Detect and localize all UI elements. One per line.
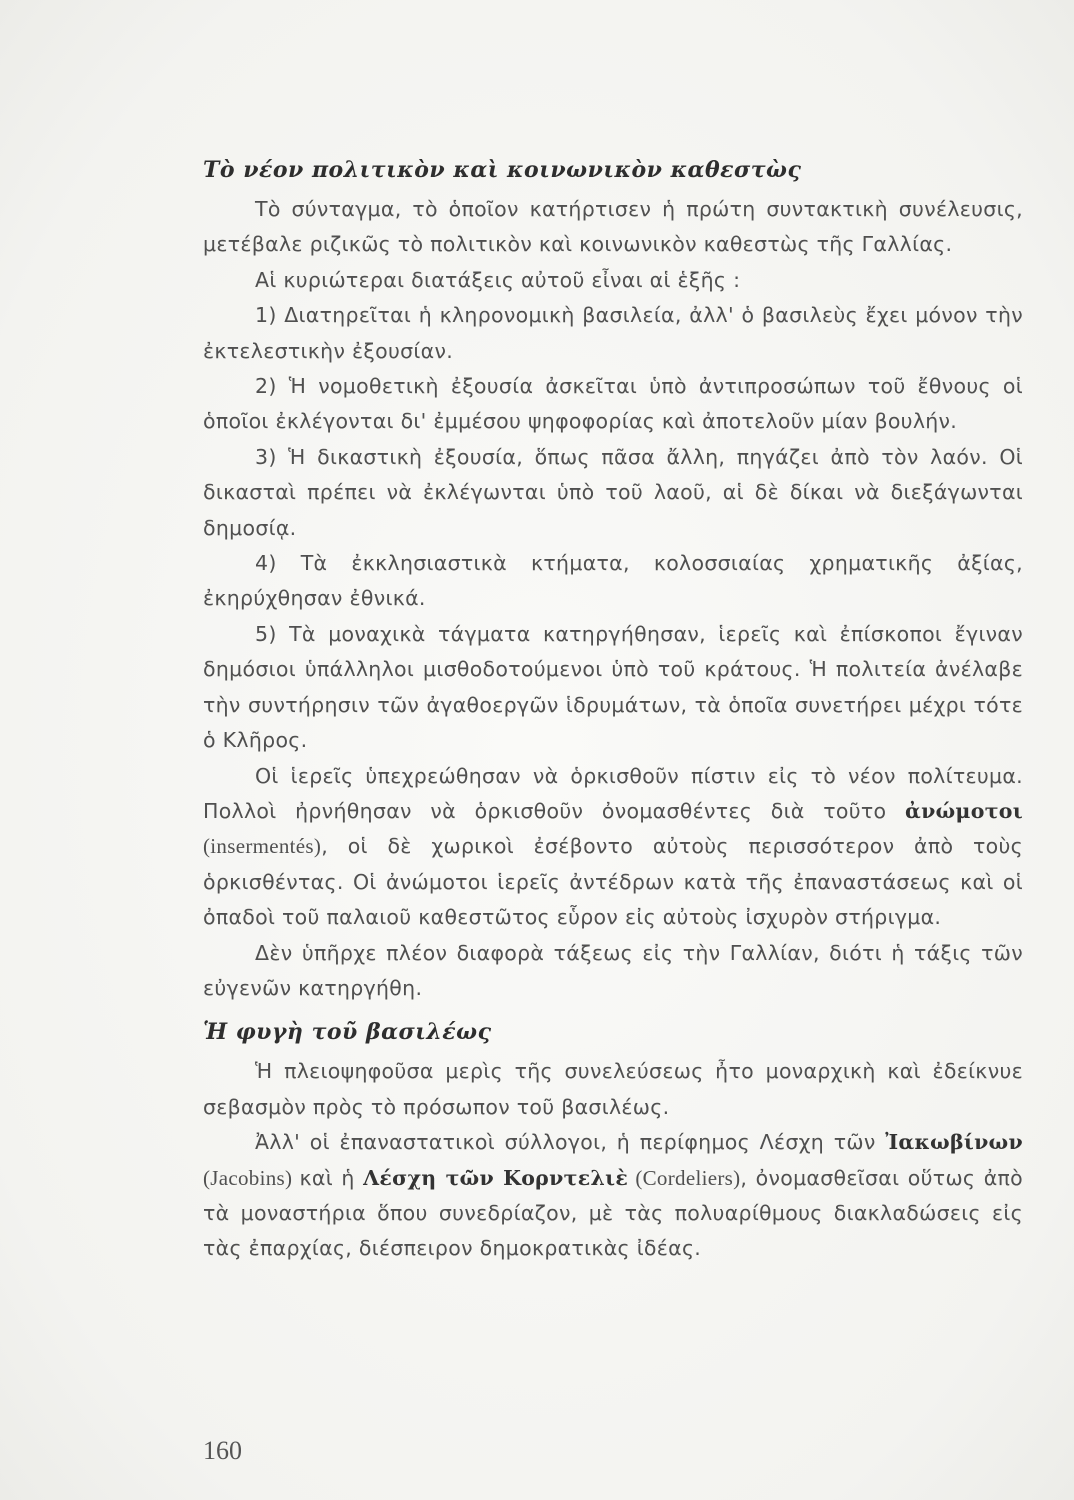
term-insermentes: (insermentés) bbox=[203, 834, 322, 859]
page-body bbox=[203, 148, 1023, 1267]
term-cordeliers-greek: Λέσχη τῶν Κορντελιὲ bbox=[363, 1165, 629, 1190]
paragraph-assembly-majority: Ἡ πλειοψηφοῦσα μερὶς τῆς συνελεύσεως ἦτο μοναρχικὴ καὶ ἐδείκνυε σεβασμὸν πρὸς τὸ πρόσωπον τοῦ βασιλέως. bbox=[203, 1059, 1023, 1119]
paragraph-constitution: Τὸ σύνταγμα, τὸ ὁποῖον κατήρτισεν ἡ πρώτη συντακτικὴ συνέλευσις, μετέβαλε ριζικῶς τὸ πολιτικὸν καὶ κοινωνικὸν καθεστὼς τῆς Γαλλίας. bbox=[203, 197, 1023, 257]
section-heading-new-regime: Τὸ νέον πολιτικὸν καὶ κοινωνικὸν καθεστὼς bbox=[203, 157, 802, 183]
paragraph-provision-5: 5) Τὰ μοναχικὰ τάγματα κατηργήθησαν, ἱερεῖς καὶ ἐπίσκοποι ἔγιναν δημόσιοι ὑπάλληλοι μισθοδοτούμενοι ὑπὸ τοῦ κράτους. Ἡ πολιτεία ἀνέλαβε τὴν συντήρησιν τῶν ἀγαθοεργῶν ἱδρυμάτων, τὰ ὁποῖα συνετήρει μέχρι τότε ὁ Κλῆρος. bbox=[203, 621, 1023, 753]
paragraph-clergy-oath bbox=[203, 759, 1023, 936]
term-jacobins: (Jacobins) bbox=[203, 1165, 300, 1190]
page-number: 160 bbox=[203, 1436, 242, 1465]
clergy-oath-text-b: , οἱ δὲ χωρικοὶ ἐσέβοντο αὐτοὺς περισσότερον ἀπὸ τοὺς ὁρκισθέντας. Οἱ ἀνώμοτοι ἱερεῖς ἀντέδρων κατὰ τῆς ἐπαναστάσεως καὶ οἱ ὀπαδοὶ τοῦ παλαιοῦ καθεστῶτος εὗρον εἰς αὐτοὺς ἰσχυρὸν στήριγμα. bbox=[203, 834, 1023, 930]
paragraph-provision-1: 1) Διατηρεῖται ἡ κληρονομικὴ βασιλεία, ἀλλ' ὁ βασιλεὺς ἔχει μόνον τὴν ἐκτελεστικὴν ἐξουσίαν. bbox=[203, 303, 1023, 363]
paragraph-provision-2: 2) Ἡ νομοθετικὴ ἐξουσία ἀσκεῖται ὑπὸ ἀντιπροσώπων τοῦ ἔθνους οἱ ὁποῖοι ἐκλέγονται δι' ἐμμέσου ψηφοφορίας καὶ ἀποτελοῦν μίαν βουλήν. bbox=[203, 374, 1023, 434]
clubs-text-c: , ὀνομασθεῖσαι οὕτως ἀπὸ τὰ μοναστήρια ὅπου συνεδρίαζον, μὲ τὰς πολυαρίθμους διακλαδώσεις εἰς τὰς ἐπαρχίας, διέσπειρον δημοκρατικὰς ἰδέας. bbox=[203, 1165, 1023, 1261]
clubs-text-b: καὶ ἡ bbox=[299, 1165, 364, 1190]
term-iakovinon: Ἰακωβίνων bbox=[885, 1130, 1023, 1155]
paragraph-class-abolition: Δὲν ὑπῆρχε πλέον διαφορὰ τάξεως εἰς τὴν Γαλλίαν, διότι ἡ τάξις τῶν εὐγενῶν κατηργήθη. bbox=[203, 940, 1023, 1000]
paragraph-provision-4: 4) Τὰ ἐκκλησιαστικὰ κτήματα, κολοσσιαίας χρηματικῆς ἀξίας, ἐκηρύχθησαν ἐθνικά. bbox=[203, 551, 1023, 611]
clubs-text-a: Ἀλλ' οἱ ἐπαναστατικοὶ σύλλογοι, ἡ περίφημος Λέσχη τῶν bbox=[255, 1130, 886, 1155]
clergy-oath-text-a: Οἱ ἱερεῖς ὑπεχρεώθησαν νὰ ὁρκισθοῦν πίστιν εἰς τὸ νέον πολίτευμα. Πολλοὶ ἠρνήθησαν νὰ ὁρκισθοῦν ὀνομασθέντες διὰ τοῦτο bbox=[203, 763, 1023, 823]
paragraph-provisions-intro: Αἱ κυριώτεραι διατάξεις αὐτοῦ εἶναι αἱ ἑξῆς : bbox=[255, 267, 741, 292]
term-anomotoi: ἀνώμοτοι bbox=[905, 798, 1023, 823]
term-cordeliers: (Cordeliers) bbox=[628, 1165, 741, 1190]
paragraph-provision-3: 3) Ἡ δικαστικὴ ἐξουσία, ὅπως πᾶσα ἄλλη, πηγάζει ἀπὸ τὸν λαόν. Οἱ δικασταὶ πρέπει νὰ ἐκλέγωνται ὑπὸ τοῦ λαοῦ, αἱ δὲ δίκαι νὰ διεξάγωνται δημοσίᾳ. bbox=[203, 444, 1023, 540]
section-heading-king-flight: Ἡ φυγὴ τοῦ βασιλέως bbox=[203, 1019, 492, 1046]
paragraph-revolutionary-clubs bbox=[203, 1125, 1023, 1267]
